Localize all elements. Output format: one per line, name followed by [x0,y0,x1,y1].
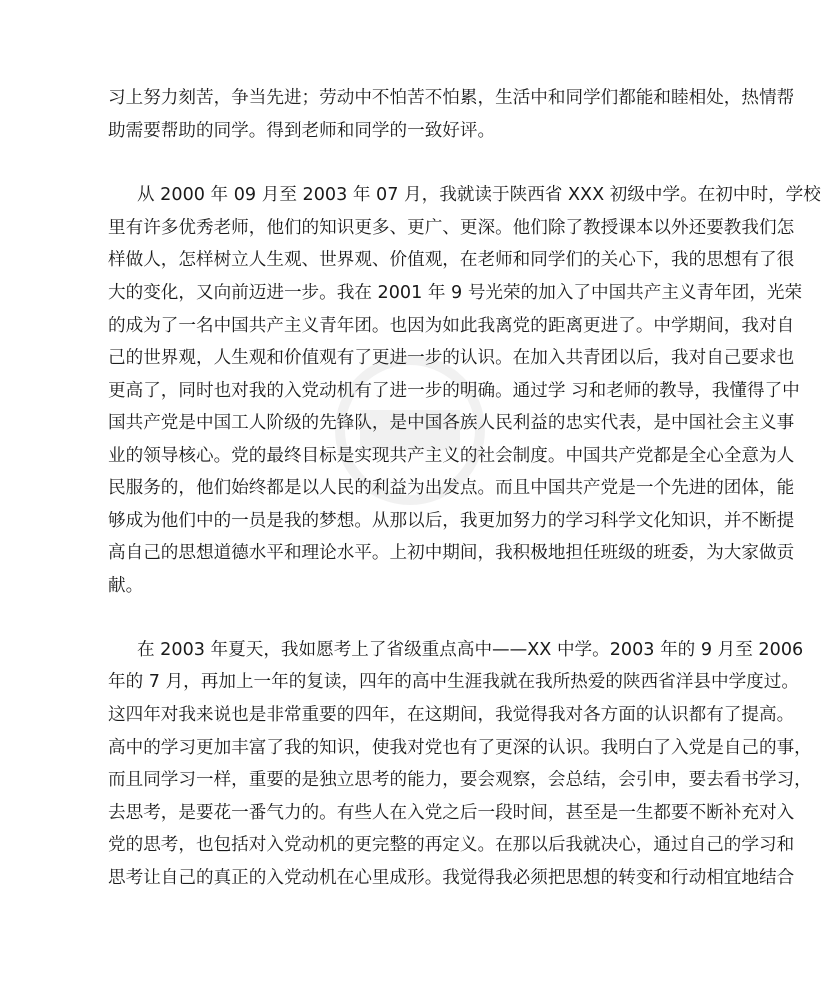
text-line: 这四年对我来说也是非常重要的四年，在这期间，我觉得我对各方面的认识都有了提高。 [108,705,795,725]
text-line: 够成为他们中的一员是我的梦想。从那以后，我更加努力的学习科学文化知识，并不断提 [108,511,795,531]
text-line: 样做人，怎样树立人生观、世界观、价值观，在老师和同学们的关心下，我的思想有了很 [108,250,795,270]
text-line: 从 2000 年 09 月至 2003 年 07 月，我就读于陕西省 XXX 初级中学。在初中时，学校 [137,185,821,205]
text-line: 党的思考，也包括对入党动机的更完整的再定义。在那以后我就决心，通过自己的学习和 [108,835,795,855]
text-line: 献。 [108,576,144,596]
text-line: 里有许多优秀老师，他们的知识更多、更广、更深。他们除了教授课本以外还要教我们怎 [108,218,795,238]
text-line: 的成为了一名中国共产主义青年团。也因为如此我离党的距离更进了。中学期间，我对自 [108,316,795,336]
text-line: 国共产党是中国工人阶级的先锋队，是中国各族人民利益的忠实代表，是中国社会主义事 [108,413,795,433]
text-line: 思考让自己的真正的入党动机在心里成形。我觉得我必须把思想的转变和行动相宜地结合 [108,868,795,888]
text-line: 而且同学习一样，重要的是独立思考的能力，要会观察，会总结，会引申，要去看书学习， [108,770,812,790]
text-line: 民服务的，他们始终都是以人民的利益为出发点。而且中国共产党是一个先进的团体，能 [108,478,795,498]
text-line: 高中的学习更加丰富了我的知识，使我对党也有了更深的认识。我明白了入党是自己的事， [108,738,812,758]
text-line: 业的领导核心。党的最终目标是实现共产主义的社会制度。中国共产党都是全心全意为人 [108,446,795,466]
text-line: 年的 7 月，再加上一年的复读，四年的高中生涯我就在我所热爱的陕西省洋县中学度过。 [108,672,799,692]
text-line: 己的世界观，人生观和价值观有了更进一步的认识。在加入共青团以后，我对自己要求也 [108,348,795,368]
text-line: 更高了，同时也对我的入党动机有了进一步的明确。通过学 习和老师的教导，我懂得了中 [108,381,800,401]
text-line: 在 2003 年夏天，我如愿考上了省级重点高中——XX 中学。2003 年的 9 月至 2006 [137,640,804,660]
text-line: 习上努力刻苦，争当先进；劳动中不怕苦不怕累，生活中和同学们都能和睦相处，热情帮 [108,88,795,108]
text-line: 助需要帮助的同学。得到老师和同学的一致好评。 [108,121,496,141]
text-line: 去思考，是要花一番气力的。有些人在入党之后一段时间，甚至是一生都要不断补充对入 [108,803,795,823]
text-line: 高自己的思想道德水平和理论水平。上初中期间，我积极地担任班级的班委，为大家做贡 [108,543,795,563]
text-line: 大的变化，又向前迈进一步。我在 2001 年 9 号光荣的加入了中国共产主义青年团，光荣 [108,283,803,303]
